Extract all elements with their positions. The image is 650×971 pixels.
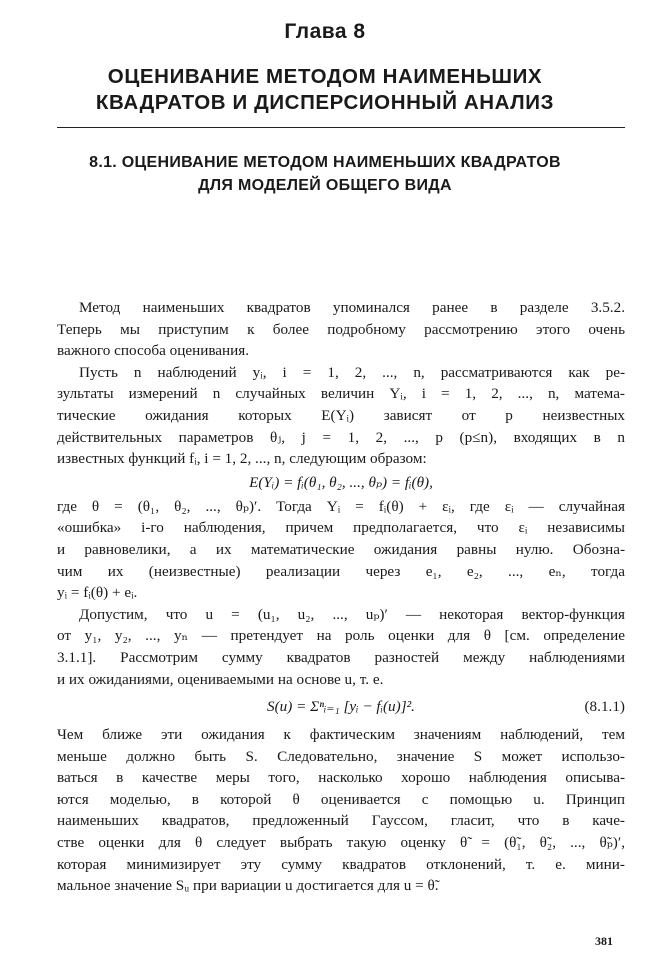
section-title-line: ДЛЯ МОДЕЛЕЙ ОБЩЕГО ВИДА	[198, 177, 452, 194]
equation-formula: E(Yᵢ) = fᵢ(θ₁, θ₂, ..., θₚ) = fᵢ(θ),	[249, 473, 433, 491]
equation	[57, 470, 625, 496]
text-line: важного способа оценивания.	[57, 342, 250, 360]
text-line: и их ожиданиями, оцениваемыми на основе u, т. е.	[57, 670, 384, 688]
text-line: Допустим, что u = (u₁, u₂, ..., uₚ)′ — некоторая вектор-функция	[79, 605, 625, 623]
chapter-label: Глава 8	[284, 20, 366, 43]
chapter-title-line: КВАДРАТОВ И ДИСПЕРСИОННЫЙ АНАЛИЗ	[95, 91, 555, 114]
text-line: известных функций fᵢ, i = 1, 2, ..., n, следующим образом:	[57, 450, 427, 468]
divider	[57, 127, 625, 128]
text-line: где θ = (θ₁, θ₂, ..., θₚ)′. Тогда Yᵢ = fᵢ(θ) + εᵢ, где εᵢ — случайная	[57, 497, 625, 515]
page-number: 381	[595, 934, 613, 948]
text-line: Теперь мы приступим к более подробному рассмотрению этого очень	[57, 320, 625, 338]
equation-formula: S(u) = Σⁿᵢ₌₁ [yᵢ − fᵢ(u)]².	[267, 698, 415, 716]
text-line: Пусть n наблюдений yᵢ, i = 1, 2, ..., n, рассматриваются как ре-	[79, 363, 625, 381]
text-line: и равновелики, а их математические ожидания равны нулю. Обозна-	[57, 540, 625, 558]
text-line: чим их (неизвестные) реализации через e₁, e₂, ..., eₙ, тогда	[57, 562, 625, 580]
text-line: действительных параметров θⱼ, j = 1, 2, ..., p (p≤n), входящих в n	[57, 428, 625, 446]
text-line: наименьших квадратов, предложенный Гауссом, гласит, что в каче-	[57, 812, 625, 830]
section-title	[0, 151, 650, 197]
equation	[57, 690, 625, 724]
text-line: мальное значение Sᵤ при вариации u достигается для u = θ̃.	[57, 877, 439, 895]
text-line: Чем ближе эти ожидания к фактическим значениям наблюдений, тем	[57, 726, 625, 744]
text-line: тические ожидания которых E(Yᵢ) зависят от p неизвестных	[57, 406, 625, 424]
chapter-title	[0, 64, 650, 116]
section-title-line: 8.1. ОЦЕНИВАНИЕ МЕТОДОМ НАИМЕНЬШИХ КВАДРАТОВ	[89, 154, 561, 171]
chapter-title-line: ОЦЕНИВАНИЕ МЕТОДОМ НАИМЕНЬШИХ	[107, 65, 543, 88]
text-line: которая минимизирует эту сумму квадратов отклонений, т. е. мини-	[57, 855, 625, 873]
text-line: от y₁, y₂, ..., yₙ — претендует на роль оценки для θ [см. определение	[57, 627, 625, 645]
body-text	[57, 297, 625, 897]
equation-number: (8.1.1)	[584, 698, 625, 716]
text-line: Метод наименьших квадратов упоминался ранее в разделе 3.5.2.	[79, 299, 625, 316]
text-line: меньше должно быть S. Следовательно, значение S может использо-	[57, 747, 625, 765]
text-line: 3.1.1]. Рассмотрим сумму квадратов разностей между наблюдениями	[57, 648, 625, 666]
text-line: зультаты измерений n случайных величин Yᵢ, i = 1, 2, ..., n, матема-	[57, 385, 625, 403]
text-line: ются моделью, в которой θ оценивается с помощью u. Принцип	[57, 790, 625, 808]
text-line: «ошибка» i-го наблюдения, причем предполагается, что εᵢ независимы	[57, 519, 625, 537]
text-line: yᵢ = fᵢ(θ) + eᵢ.	[57, 584, 138, 602]
text-line: ваться в качестве меры того, насколько хорошо наблюдения описыва-	[57, 769, 625, 787]
text-line: стве оценки для θ следует выбрать такую оценку θ̃ = (θ̃₁, θ̃₂, ..., θ̃ₚ)′,	[57, 834, 625, 852]
